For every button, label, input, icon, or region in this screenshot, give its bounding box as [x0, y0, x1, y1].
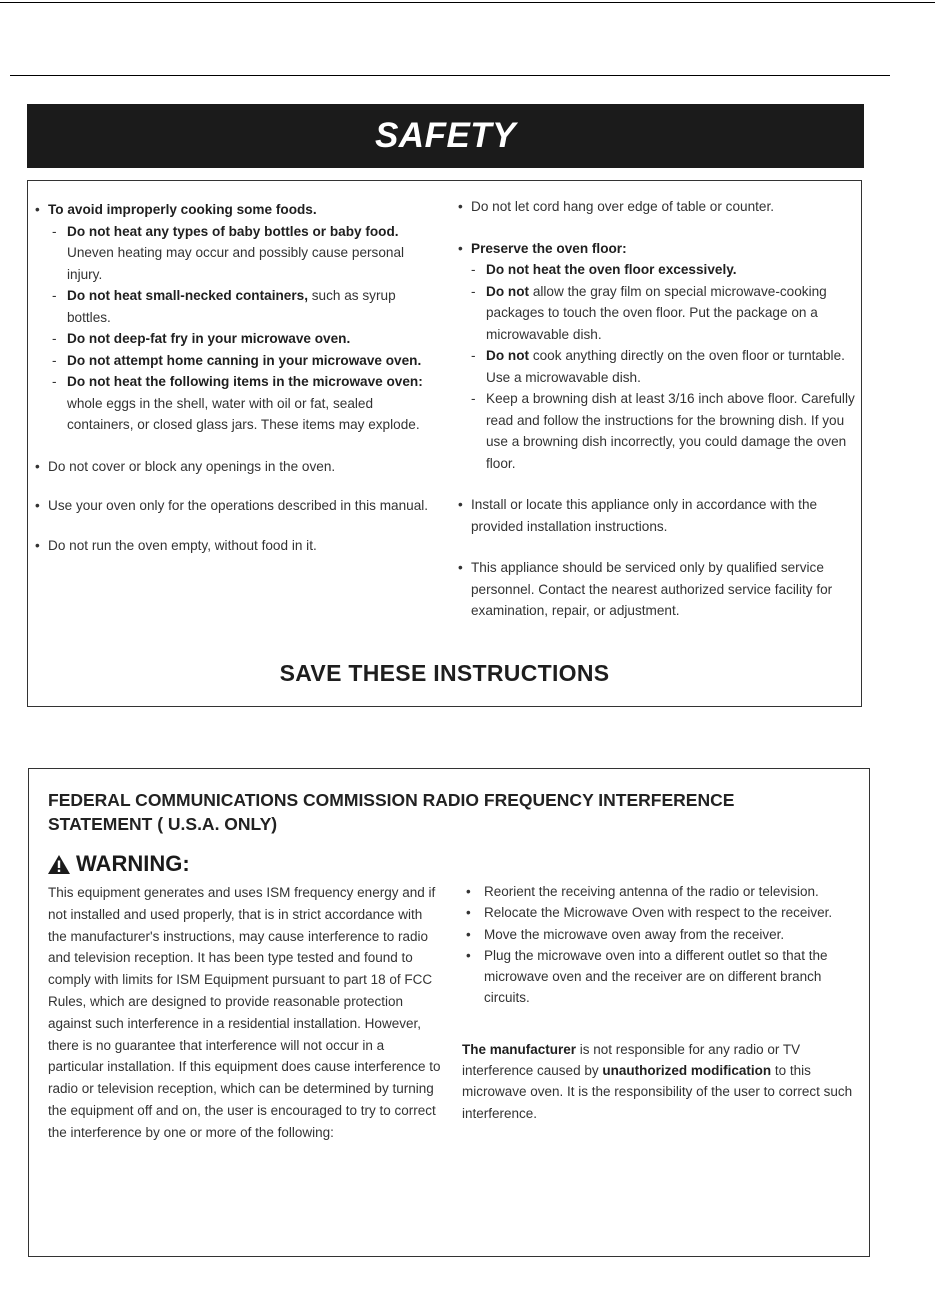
list-item: • This appliance should be serviced only by qualified service personnel. Contact the nearest authorized service facility for examination, repair, or adjustment. — [458, 560, 833, 618]
fcc-right-column — [462, 881, 862, 1124]
list-item: - Do not heat the oven floor excessively. — [471, 262, 737, 277]
list-item: • Do not cover or block any openings in the oven. — [35, 458, 336, 474]
fcc-title: FEDERAL COMMUNICATIONS COMMISSION RADIO FREQUENCY INTERFERENCE STATEMENT ( U.S.A. ONLY) — [48, 790, 735, 834]
list-item: - Do not deep-fat fry in your microwave oven. — [52, 331, 351, 346]
list-item: • Preserve the oven floor: — [458, 240, 627, 256]
list-item: • Move the microwave oven away from the receiver. — [466, 926, 785, 942]
safety-left-column — [33, 199, 431, 556]
list-item: • Plug the microwave oven into a different outlet so that the microwave oven and the receiver are on different branch circuits. — [466, 947, 828, 1006]
save-instructions-title: SAVE THESE INSTRUCTIONS — [279, 660, 610, 686]
safety-right-column — [456, 196, 856, 622]
list-item: - Do not heat the following items in the microwave oven: whole eggs in the shell, water with oil or fat, sealed containers, or closed glass jars. These items may explode. — [52, 374, 423, 432]
list-item: - Do not heat small-necked containers, such as syrup bottles. — [52, 288, 396, 325]
list-item: - Keep a browning dish at least 3/16 inch above floor. Carefully read and follow the instructions for the browning dish. If you use a browning dish incorrectly, you could damage the oven floor. — [471, 391, 855, 471]
list-item: • Use your oven only for the operations described in this manual. — [35, 498, 429, 513]
list-item: • Do not let cord hang over edge of table or counter. — [458, 199, 775, 214]
fcc-box — [28, 768, 870, 1257]
list-item: - Do not attempt home canning in your microwave oven. — [52, 352, 422, 368]
safety-header: SAFETY — [27, 104, 864, 168]
list-item: • Relocate the Microwave Oven with respect to the receiver. — [466, 905, 833, 921]
list-item: • Install or locate this appliance only in accordance with the provided installation instructions. — [458, 497, 818, 534]
fcc-body: This equipment generates and uses ISM frequency energy and if not installed and used properly, that is in strict accordance with the manufacturer's instructions, may cause interference to radio and television reception. It has been type tested and found to comply with limits for ISM Equipment pursuant to part 18 of FCC Rules, which are designed to provide reasonable protection against such interference in a residential installation. However, there is no guarantee that interference will not occur in a particular installation. If this equipment does cause interference to radio or television reception, which can be determined by turning the equipment off and on, the user is encouraged to try to correct the interference by one or more of the following: — [48, 885, 441, 1140]
manufacturer-note: The manufacturer is not responsible for any radio or TV interference caused by unauthorized modification to this microwave oven. It is the responsibility of the user to correct such interference. — [462, 1041, 853, 1121]
safety-box — [27, 180, 862, 707]
list-item: - Do not cook anything directly on the oven floor or turntable. Use a microwavable dish. — [471, 348, 845, 385]
list-item: - Do not allow the gray film on special microwave-cooking packages to touch the oven floor. Put the package on a microwavable dish. — [471, 283, 827, 342]
list-item: • To avoid improperly cooking some foods. — [35, 202, 317, 217]
list-item: • Reorient the receiving antenna of the radio or television. — [466, 884, 819, 899]
list-item: - Do not heat any types of baby bottles or baby food. Uneven heating may occur and possibly cause personal injury. — [52, 223, 405, 282]
warning-heading: WARNING: — [48, 851, 190, 877]
header-rule — [10, 75, 890, 76]
list-item: • Do not run the oven empty, without food in it. — [35, 537, 317, 553]
top-rule — [0, 2, 935, 3]
warning-triangle-icon — [48, 855, 70, 874]
